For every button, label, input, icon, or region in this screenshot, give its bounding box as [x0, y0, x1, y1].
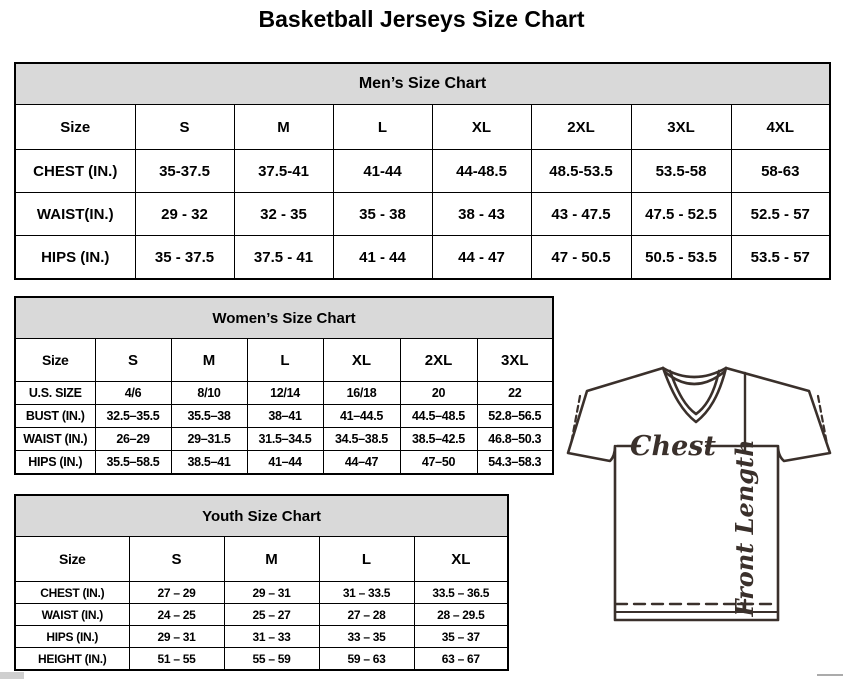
table-row — [15, 604, 508, 626]
chest-measure-label: Chest — [630, 431, 716, 462]
table-cell: 29 – 31 — [224, 582, 319, 604]
table-cell: 29 - 32 — [135, 193, 234, 236]
table-row — [15, 626, 508, 648]
column-header: S — [129, 537, 224, 582]
table-cell: 47–50 — [400, 451, 477, 475]
column-header: L — [319, 537, 414, 582]
row-label-chest: CHEST (IN.) — [15, 582, 129, 604]
column-header-size: Size — [15, 339, 95, 382]
table-row — [15, 582, 508, 604]
table-cell: 34.5–38.5 — [323, 428, 400, 451]
table-row — [15, 193, 830, 236]
column-header: XL — [432, 105, 531, 150]
horizontal-scrollbar-thumb-fragment[interactable] — [0, 672, 24, 679]
table-cell: 29 – 31 — [129, 626, 224, 648]
column-header-size: Size — [15, 537, 129, 582]
jersey-diagram-svg — [558, 360, 840, 672]
table-cell: 52.5 - 57 — [731, 193, 830, 236]
table-cell: 33 – 35 — [319, 626, 414, 648]
row-label-waist: WAIST(IN.) — [15, 193, 135, 236]
mens-chart-header: Men’s Size Chart — [15, 63, 830, 105]
table-cell: 20 — [400, 382, 477, 405]
table-cell: 59 – 63 — [319, 648, 414, 671]
column-header: L — [247, 339, 323, 382]
table-cell: 8/10 — [171, 382, 247, 405]
column-header: XL — [414, 537, 508, 582]
row-label-hips: HIPS (IN.) — [15, 626, 129, 648]
youth-size-chart-table — [14, 494, 509, 671]
table-cell: 50.5 - 53.5 — [631, 236, 731, 280]
row-label-bust: BUST (IN.) — [15, 405, 95, 428]
table-cell: 31.5–34.5 — [247, 428, 323, 451]
table-cell: 41 - 44 — [333, 236, 432, 280]
table-cell: 24 – 25 — [129, 604, 224, 626]
table-cell: 54.3–58.3 — [477, 451, 553, 475]
table-cell: 58-63 — [731, 150, 830, 193]
table-cell: 32 - 35 — [234, 193, 333, 236]
page-title: Basketball Jerseys Size Chart — [258, 6, 585, 32]
table-row — [15, 297, 553, 339]
row-label-height: HEIGHT (IN.) — [15, 648, 129, 671]
table-cell: 29–31.5 — [171, 428, 247, 451]
table-cell: 47.5 - 52.5 — [631, 193, 731, 236]
column-header: M — [224, 537, 319, 582]
mens-size-chart-table — [14, 62, 831, 280]
womens-size-chart-table — [14, 296, 554, 475]
table-cell: 44–47 — [323, 451, 400, 475]
row-label-us-size: U.S. SIZE — [15, 382, 95, 405]
row-label-hips: HIPS (IN.) — [15, 451, 95, 475]
jersey-measurement-diagram — [558, 360, 840, 672]
column-header: 3XL — [631, 105, 731, 150]
column-header: S — [95, 339, 171, 382]
table-cell: 4/6 — [95, 382, 171, 405]
table-cell: 52.8–56.5 — [477, 405, 553, 428]
table-cell: 35 - 38 — [333, 193, 432, 236]
table-cell: 26–29 — [95, 428, 171, 451]
table-row — [15, 428, 553, 451]
table-row — [15, 382, 553, 405]
table-cell: 47 - 50.5 — [531, 236, 631, 280]
column-header: L — [333, 105, 432, 150]
horizontal-scrollbar-track-fragment[interactable] — [817, 674, 843, 676]
table-cell: 53.5-58 — [631, 150, 731, 193]
table-cell: 28 – 29.5 — [414, 604, 508, 626]
table-row — [15, 405, 553, 428]
row-label-waist: WAIST (IN.) — [15, 604, 129, 626]
table-cell: 35 – 37 — [414, 626, 508, 648]
table-cell: 48.5-53.5 — [531, 150, 631, 193]
womens-chart-header: Women’s Size Chart — [15, 297, 553, 339]
column-header: XL — [323, 339, 400, 382]
table-row — [15, 537, 508, 582]
column-header: 3XL — [477, 339, 553, 382]
table-cell: 38 - 43 — [432, 193, 531, 236]
row-label-hips: HIPS (IN.) — [15, 236, 135, 280]
table-cell: 41-44 — [333, 150, 432, 193]
table-cell: 55 – 59 — [224, 648, 319, 671]
table-cell: 31 – 33.5 — [319, 582, 414, 604]
table-cell: 43 - 47.5 — [531, 193, 631, 236]
column-header: 4XL — [731, 105, 830, 150]
jersey-outline — [568, 368, 830, 620]
table-row — [15, 150, 830, 193]
table-cell: 32.5–35.5 — [95, 405, 171, 428]
table-cell: 12/14 — [247, 382, 323, 405]
table-row — [15, 105, 830, 150]
front-length-measure-label: Front Length — [730, 439, 759, 617]
table-cell: 38.5–41 — [171, 451, 247, 475]
column-header-size: Size — [15, 105, 135, 150]
table-cell: 27 – 29 — [129, 582, 224, 604]
table-cell: 44.5–48.5 — [400, 405, 477, 428]
table-cell: 25 – 27 — [224, 604, 319, 626]
table-cell: 33.5 – 36.5 — [414, 582, 508, 604]
table-cell: 35 - 37.5 — [135, 236, 234, 280]
table-row — [15, 495, 508, 537]
table-cell: 46.8–50.3 — [477, 428, 553, 451]
table-cell: 63 – 67 — [414, 648, 508, 671]
table-cell: 35.5–38 — [171, 405, 247, 428]
table-cell: 35.5–58.5 — [95, 451, 171, 475]
table-row — [15, 339, 553, 382]
column-header: M — [234, 105, 333, 150]
column-header: 2XL — [400, 339, 477, 382]
column-header: 2XL — [531, 105, 631, 150]
table-cell: 41–44.5 — [323, 405, 400, 428]
column-header: S — [135, 105, 234, 150]
table-cell: 44-48.5 — [432, 150, 531, 193]
table-row — [15, 451, 553, 475]
table-cell: 41–44 — [247, 451, 323, 475]
table-cell: 44 - 47 — [432, 236, 531, 280]
table-cell: 38.5–42.5 — [400, 428, 477, 451]
table-cell: 53.5 - 57 — [731, 236, 830, 280]
table-row — [15, 236, 830, 280]
table-cell: 37.5 - 41 — [234, 236, 333, 280]
row-label-waist: WAIST (IN.) — [15, 428, 95, 451]
youth-chart-header: Youth Size Chart — [15, 495, 508, 537]
table-cell: 38–41 — [247, 405, 323, 428]
row-label-chest: CHEST (IN.) — [15, 150, 135, 193]
table-cell: 16/18 — [323, 382, 400, 405]
table-cell: 37.5-41 — [234, 150, 333, 193]
table-row — [15, 63, 830, 105]
table-row — [15, 648, 508, 671]
table-cell: 22 — [477, 382, 553, 405]
table-cell: 35-37.5 — [135, 150, 234, 193]
table-cell: 51 – 55 — [129, 648, 224, 671]
table-cell: 31 – 33 — [224, 626, 319, 648]
table-cell: 27 – 28 — [319, 604, 414, 626]
column-header: M — [171, 339, 247, 382]
